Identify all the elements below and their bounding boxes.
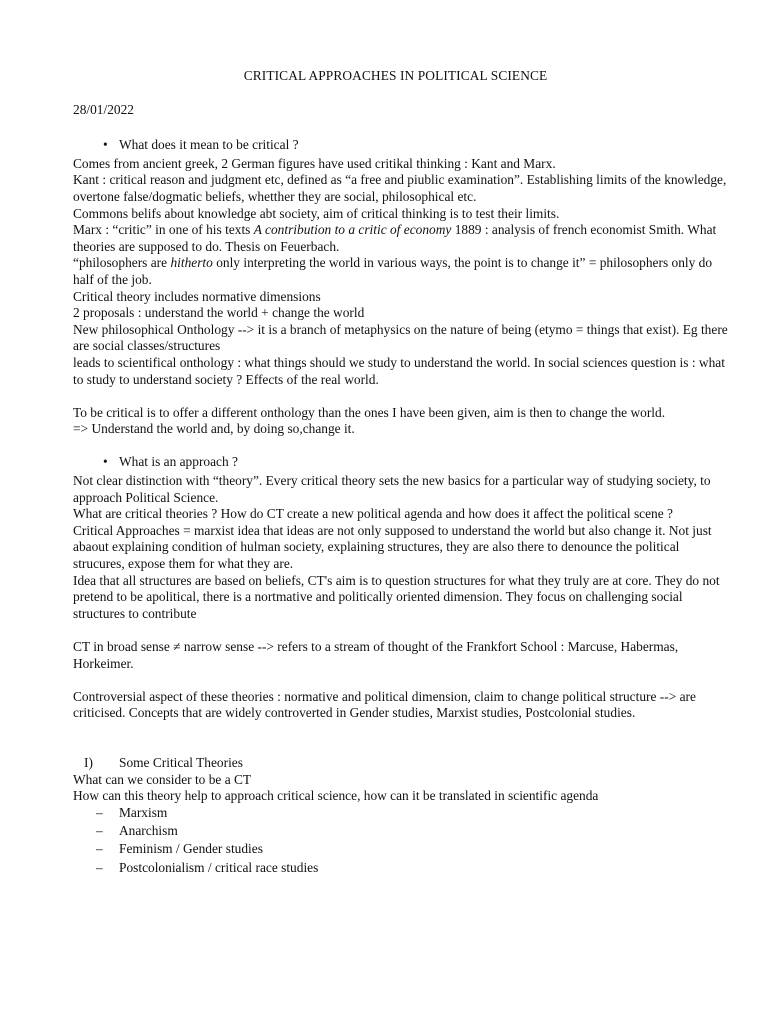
marx-text-pre: Marx : “critic” in one of his texts	[73, 222, 254, 238]
paragraph-line: leads to scientifical onthology : what things should we study to understand the world. In social sciences question is : what to study to understand society ? Effects of the real world.	[73, 354, 725, 387]
section-label: Some Critical Theories	[119, 755, 243, 771]
list-item	[73, 841, 728, 858]
quote-paragraph	[73, 255, 728, 288]
list-item-text: Marxism	[119, 804, 168, 820]
bullet-mark: •	[103, 454, 108, 470]
paragraph-line: What can we consider to be a CT	[73, 771, 252, 787]
paragraph-line: Not clear distinction with “theory”. Every critical theory sets the new basics for a particular way of studying society, to approach Political Science.	[73, 473, 711, 505]
marx-book-title: A contribution to a critic of economy	[253, 222, 452, 238]
paragraph-line: Critical theory includes normative dimensions	[73, 288, 321, 304]
list-item	[73, 823, 728, 840]
paragraph-line: => Understand the world and, by doing so,change it.	[73, 421, 355, 437]
dash-mark: –	[96, 804, 103, 820]
paragraph-line: CT in broad sense ≠ narrow sense --> refers to a stream of thought of the Frankfort School : Marcuse, Habermas, Horkeimer.	[73, 639, 679, 671]
quote-text-pre: “philosophers are	[73, 255, 171, 271]
section-number: I)	[84, 755, 93, 771]
spacer	[73, 388, 728, 405]
list-item-text: Anarchism	[119, 823, 178, 839]
list-item	[73, 860, 728, 877]
quote-italic: hitherto	[170, 255, 213, 271]
list-item-text: Feminism / Gender studies	[119, 841, 263, 857]
paragraph-line: Controversial aspect of these theories : normative and political dimension, claim to change political structure --> are criticised. Concepts that are widely controverted in Gender studies, Marxist studies, Postcolonial studies.	[73, 688, 696, 721]
paragraph-line: New philosophical Onthology --> it is a branch of metaphysics on the nature of being (etymo = things that exist). Eg there are social classes/structures	[73, 321, 728, 354]
marx-text-post: 1889 : analysis of french economist Smith. What theories are supposed to do. Thesis on Feuerbach.	[73, 222, 717, 254]
document-title: CRITICAL APPROACHES IN POLITICAL SCIENCE	[243, 68, 548, 83]
dash-mark: –	[96, 841, 103, 857]
marx-paragraph	[73, 222, 728, 255]
quote-text-post: only interpreting the world in various ways, the point is to change it” = philosophers only do half of the job.	[73, 255, 713, 287]
spacer	[73, 438, 728, 455]
bullet-mark: •	[103, 137, 108, 153]
bullet-text: What is an approach ?	[119, 454, 238, 470]
paragraph-line: How can this theory help to approach critical science, how can it be translated in scientific agenda	[73, 788, 599, 804]
paragraph-line: Idea that all structures are based on beliefs, CT's aim is to question structures for what they truly are at core. They do not pretend to be apolitical, there is a nortmative and politically oriented dimension. They focus on challenging social structures to contribute	[73, 572, 720, 621]
paragraph-line: Kant : critical reason and judgment etc, defined as “a free and piublic examination”. Establishing limits of the knowledge, overtone false/dogmatic beliefs, whetther they are social, philosophical etc.	[73, 172, 727, 204]
list-item	[73, 805, 728, 822]
document-date: 28/01/2022	[73, 101, 135, 117]
spacer	[73, 622, 728, 639]
dash-mark: –	[96, 859, 103, 875]
bullet-item	[73, 454, 728, 471]
spacer	[73, 722, 728, 739]
bullet-text: What does it mean to be critical ?	[119, 137, 299, 153]
paragraph-line: To be critical is to offer a different onthology than the ones I have been given, aim is then to change the world.	[73, 404, 666, 420]
paragraph-line: 2 proposals : understand the world + change the world	[73, 305, 365, 321]
section-heading	[73, 755, 728, 772]
bullet-item	[73, 137, 728, 154]
list-item-text: Postcolonialism / critical race studies	[119, 859, 319, 875]
paragraph-line: What are critical theories ? How do CT create a new political agenda and how does it affect the political scene ?	[73, 506, 673, 522]
dash-mark: –	[96, 823, 103, 839]
spacer	[73, 739, 728, 756]
spacer	[73, 672, 728, 689]
paragraph-line: Critical Approaches = marxist idea that ideas are not only supposed to understand the world but also change it. Not just abaout explaining condition of hulman society, explaining structures, they are also there to denounce the political strucures, expose them for what they are.	[73, 522, 712, 572]
paragraph-line: Commons belifs about knowledge abt society, aim of critical thinking is to test their limits.	[73, 205, 560, 221]
paragraph-line: Comes from ancient greek, 2 German figures have used critikal thinking : Kant and Marx.	[73, 155, 556, 171]
